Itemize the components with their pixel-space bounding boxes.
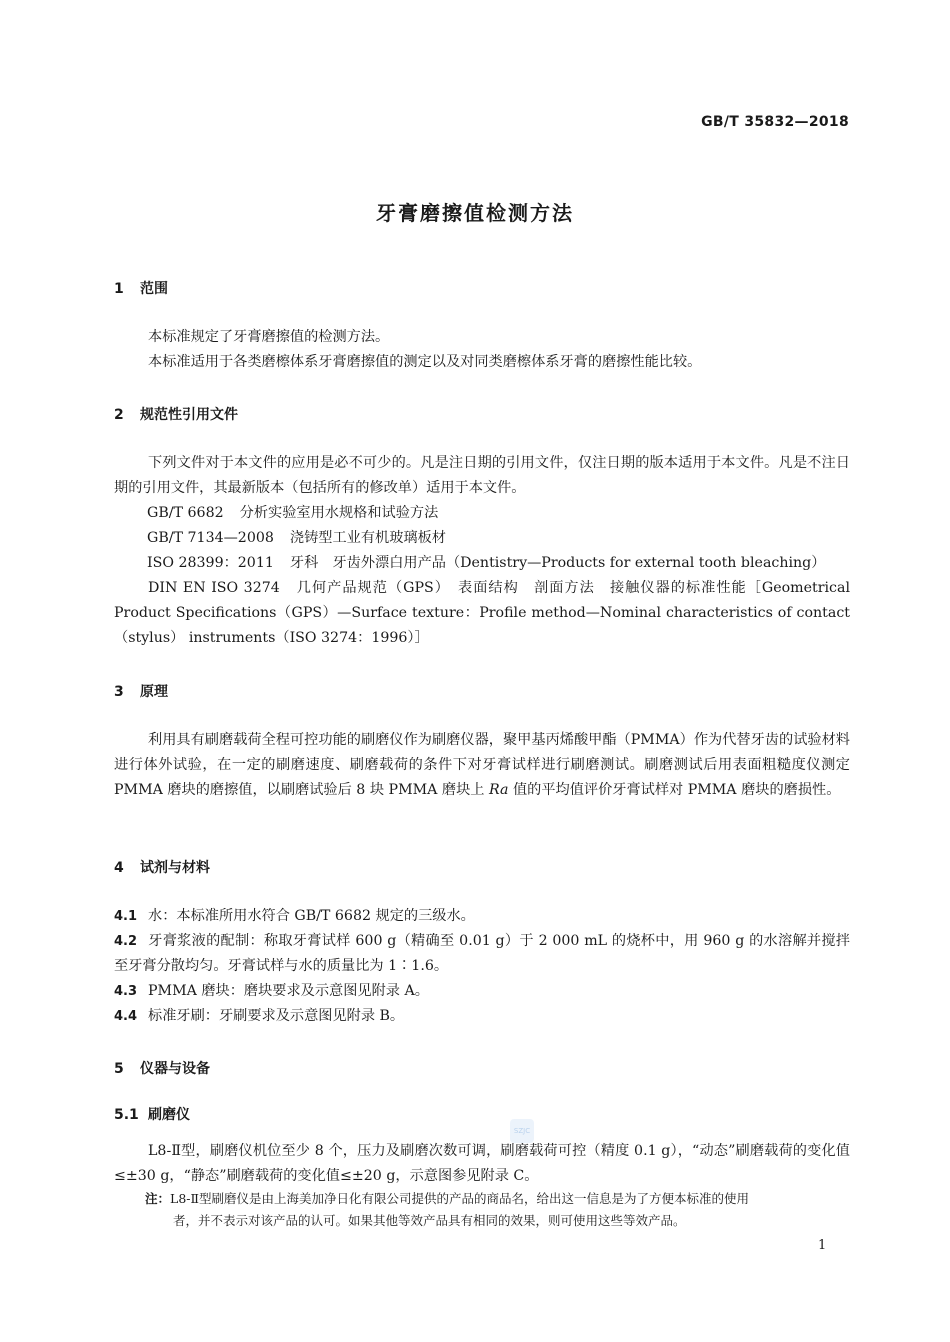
subsection-5-1-heading [114, 1104, 190, 1124]
section-4-heading [114, 857, 210, 877]
section-1-heading [114, 278, 168, 298]
reference-name: 几何产品规范（GPS） 表面结构 剖面方法 接触仪器的标准性能［Geometrical Product Specifications（GPS）—Surface texture：Profile method—Nominal characteristics of contact（stylus） instruments（ISO 3274：1996）］ [114, 580, 850, 646]
clause-number: 4.4 [114, 1009, 138, 1024]
sec3-paragraph [114, 728, 850, 803]
clause-text: PMMA 磨块：磨块要求及示意图见附录 A。 [148, 983, 429, 999]
section-number: 2 [114, 407, 124, 423]
sec1-paragraph-2: 本标准适用于各类磨檫体系牙膏磨擦值的测定以及对同类磨檫体系牙膏的磨擦性能比较。 [148, 354, 702, 370]
clause-number: 4.2 [114, 934, 138, 949]
note-text-line-2: 者，并不表示对该产品的认可。如果其他等效产品具有相同的效果，则可使用这些等效产品。 [173, 1213, 686, 1228]
document-title: 牙膏磨擦值检测方法 [376, 201, 574, 225]
note-label: 注： [145, 1191, 171, 1206]
section-title: 规范性引用文件 [140, 407, 238, 423]
note [145, 1188, 851, 1232]
reference-name: 分析实验室用水规格和试验方法 [239, 505, 439, 521]
reference-name: 浇铸型工业有机玻璃板材 [289, 530, 446, 546]
section-title: 范围 [140, 281, 168, 297]
reference-code: GB/T 7134—2008 [147, 530, 274, 546]
section-5-heading [114, 1058, 210, 1078]
reference-code: DIN EN ISO 3274 [148, 580, 280, 596]
clause-number: 4.3 [114, 984, 138, 999]
reference-item [147, 526, 850, 551]
principle-text-b: 值的平均值评价牙膏试样对 PMMA 磨块的磨损性。 [508, 782, 841, 798]
section-number: 3 [114, 684, 124, 700]
ra-symbol: Ra [488, 782, 509, 798]
reference-code: GB/T 6682 [147, 505, 224, 521]
sec5-1-paragraph: L8-Ⅱ型，刷磨仪机位至少 8 个，压力及刷磨次数可调，刷磨载荷可控（精度 0.1 g），“动态”刷磨载荷的变化值≤±30 g，“静态”刷磨载荷的变化值≤±20 g，示意图参见附录 C。 [114, 1143, 850, 1184]
reference-code: ISO 28399：2011 [147, 555, 274, 571]
sec2-intro: 下列文件对于本文件的应用是必不可少的。凡是注日期的引用文件，仅注日期的版本适用于本文件。凡是不注日期的引用文件，其最新版本（包括所有的修改单）适用于本文件。 [114, 455, 850, 496]
reference-item-din [114, 576, 850, 651]
section-title: 试剂与材料 [140, 860, 210, 876]
reference-item [147, 501, 850, 526]
subsection-title: 刷磨仪 [148, 1107, 190, 1123]
principle-text-a: 利用具有刷磨载荷全程可控功能的刷磨仪作为刷磨仪器，聚甲基丙烯酸甲酯（PMMA）作为代替牙齿的试验材料进行体外试验，在一定的刷磨速度、刷磨载荷的条件下对牙膏试样进行刷磨测试。刷磨测试后用表面粗糙度仪测定 PMMA 磨块的磨擦值，以刷磨试验后 8 块 PMMA 磨块上 [114, 732, 850, 798]
sec1-paragraph-1: 本标准规定了牙膏磨擦值的检测方法。 [148, 329, 390, 345]
clause-text: 牙膏浆液的配制：称取牙膏试样 600 g（精确至 0.01 g）于 2 000 mL 的烧杯中，用 960 g 的水溶解并搅拌至牙膏分散均匀。牙膏试样与水的质量比为 1∶1.6。 [114, 933, 850, 974]
clause-4-1 [114, 904, 850, 929]
section-number: 1 [114, 281, 124, 297]
section-3-heading [114, 681, 168, 701]
clause-4-4 [114, 1004, 850, 1029]
section-number: 5 [114, 1061, 124, 1077]
section-title: 仪器与设备 [140, 1061, 210, 1077]
section-number: 4 [114, 860, 124, 876]
clause-4-2 [114, 929, 850, 979]
watermark-logo-icon: SZJC [510, 1119, 534, 1143]
clause-4-3 [114, 979, 850, 1004]
standard-code: GB/T 35832—2018 [701, 114, 849, 130]
note-text-line-1: L8-Ⅱ型刷磨仪是由上海美加净日化有限公司提供的产品的商品名，给出这一信息是为了方便本标准的使用 [170, 1191, 749, 1206]
page-number: 1 [818, 1238, 827, 1253]
reference-item [147, 551, 850, 576]
subsection-number: 5.1 [114, 1107, 139, 1123]
reference-name: 牙科 牙齿外漂白用产品（Dentistry—Products for external tooth bleaching） [289, 555, 826, 571]
section-2-heading [114, 404, 238, 424]
clause-number: 4.1 [114, 909, 138, 924]
clause-text: 标准牙刷：牙刷要求及示意图见附录 B。 [148, 1008, 405, 1024]
clause-text: 水：本标准所用水符合 GB/T 6682 规定的三级水。 [148, 908, 475, 924]
section-title: 原理 [140, 684, 168, 700]
